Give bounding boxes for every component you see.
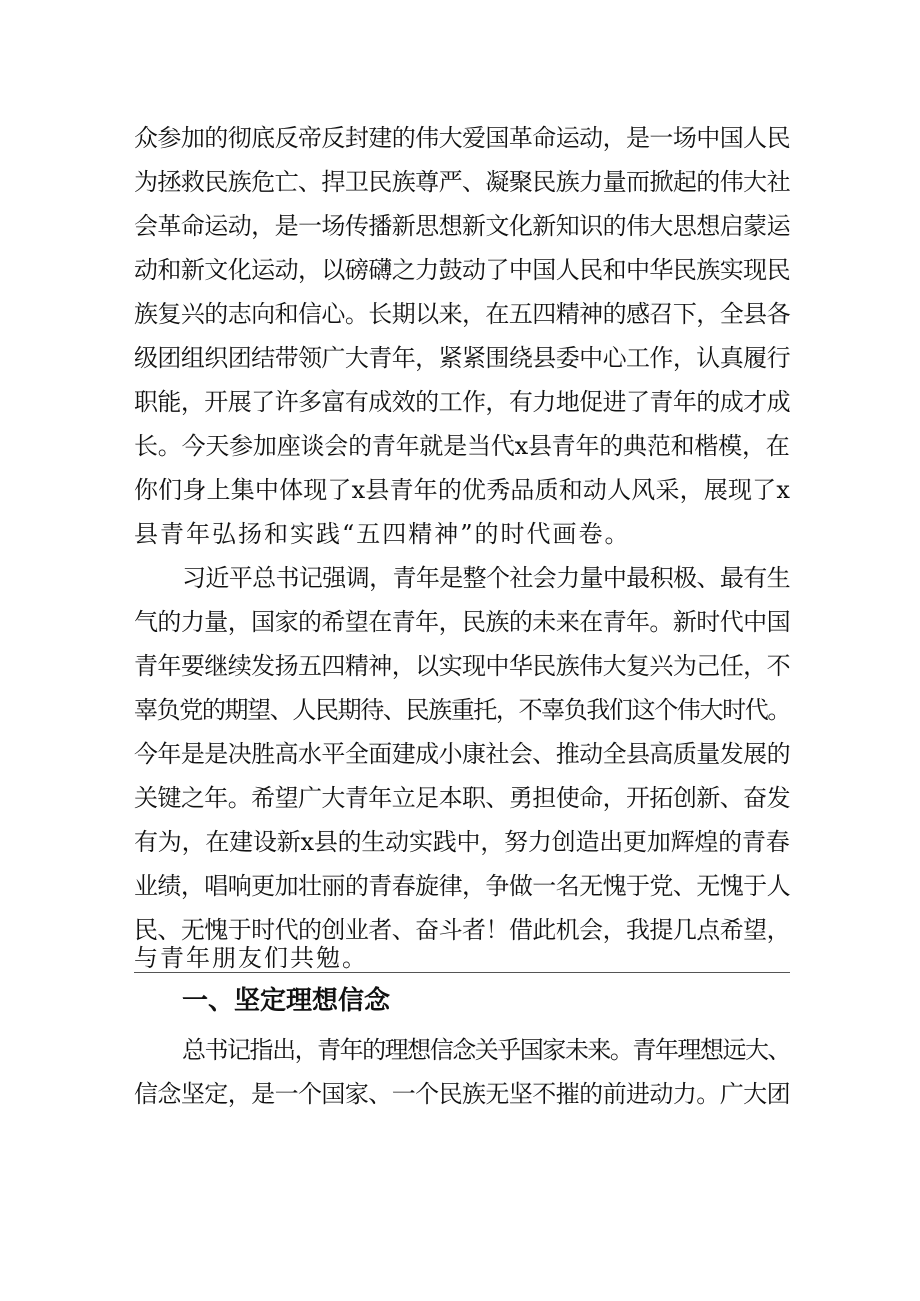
paragraph-line: 信念坚定，是一个国家、一个民族无坚不摧的前进动力。广大团 bbox=[134, 1080, 790, 1108]
paragraph-line: 关键之年。希望广大青年立足本职、勇担使命，开拓创新、奋发 bbox=[134, 784, 790, 812]
paragraph-line: 业绩，唱响更加壮丽的青春旋律，争做一名无愧于党、无愧于人 bbox=[134, 872, 790, 900]
paragraph-line: 与青年朋友们共勉。 bbox=[134, 944, 368, 972]
paragraph-line: 县青年弘扬和实践“五四精神”的时代画卷。 bbox=[134, 520, 631, 548]
paragraph-line: 有为，在建设新x县的生动实践中，努力创造出更加辉煌的青春 bbox=[134, 828, 790, 856]
paragraph-line: 级团组织团结带领广大青年，紧紧围绕县委中心工作，认真履行 bbox=[134, 344, 790, 372]
paragraph-line: 为拯救民族危亡、捍卫民族尊严、凝聚民族力量而掀起的伟大社 bbox=[134, 168, 790, 196]
paragraph-line: 众参加的彻底反帝反封建的伟大爱国革命运动，是一场中国人民 bbox=[134, 124, 790, 152]
paragraph-line: 你们身上集中体现了x县青年的优秀品质和动人风采，展现了x bbox=[134, 476, 791, 504]
paragraph-line: 动和新文化运动，以磅礴之力鼓动了中国人民和中华民族实现民 bbox=[134, 256, 790, 284]
paragraph-line: 总书记指出，青年的理想信念关乎国家未来。青年理想远大、 bbox=[182, 1036, 790, 1064]
paragraph-line: 职能，开展了许多富有成效的工作，有力地促进了青年的成才成 bbox=[134, 388, 790, 416]
paragraph-line: 习近平总书记强调，青年是整个社会力量中最积极、最有生 bbox=[182, 564, 790, 592]
horizontal-rule bbox=[134, 972, 790, 973]
paragraph-line: 气的力量，国家的希望在青年，民族的未来在青年。新时代中国 bbox=[134, 608, 790, 636]
paragraph-line: 长。今天参加座谈会的青年就是当代x县青年的典范和楷模，在 bbox=[134, 432, 790, 460]
paragraph-line: 辜负党的期望、人民期待、民族重托，不辜负我们这个伟大时代。 bbox=[134, 696, 790, 724]
section-heading: 一、坚定理想信念 bbox=[182, 986, 391, 1016]
paragraph-line: 会革命运动，是一场传播新思想新文化新知识的伟大思想启蒙运 bbox=[134, 212, 790, 240]
paragraph-line: 民、无愧于时代的创业者、奋斗者！借此机会，我提几点希望， bbox=[134, 916, 790, 944]
paragraph-line: 今年是是决胜高水平全面建成小康社会、推动全县高质量发展的 bbox=[134, 740, 790, 768]
paragraph-line: 青年要继续发扬五四精神，以实现中华民族伟大复兴为己任，不 bbox=[134, 652, 790, 680]
paragraph-line: 族复兴的志向和信心。长期以来，在五四精神的感召下，全县各 bbox=[134, 300, 790, 328]
